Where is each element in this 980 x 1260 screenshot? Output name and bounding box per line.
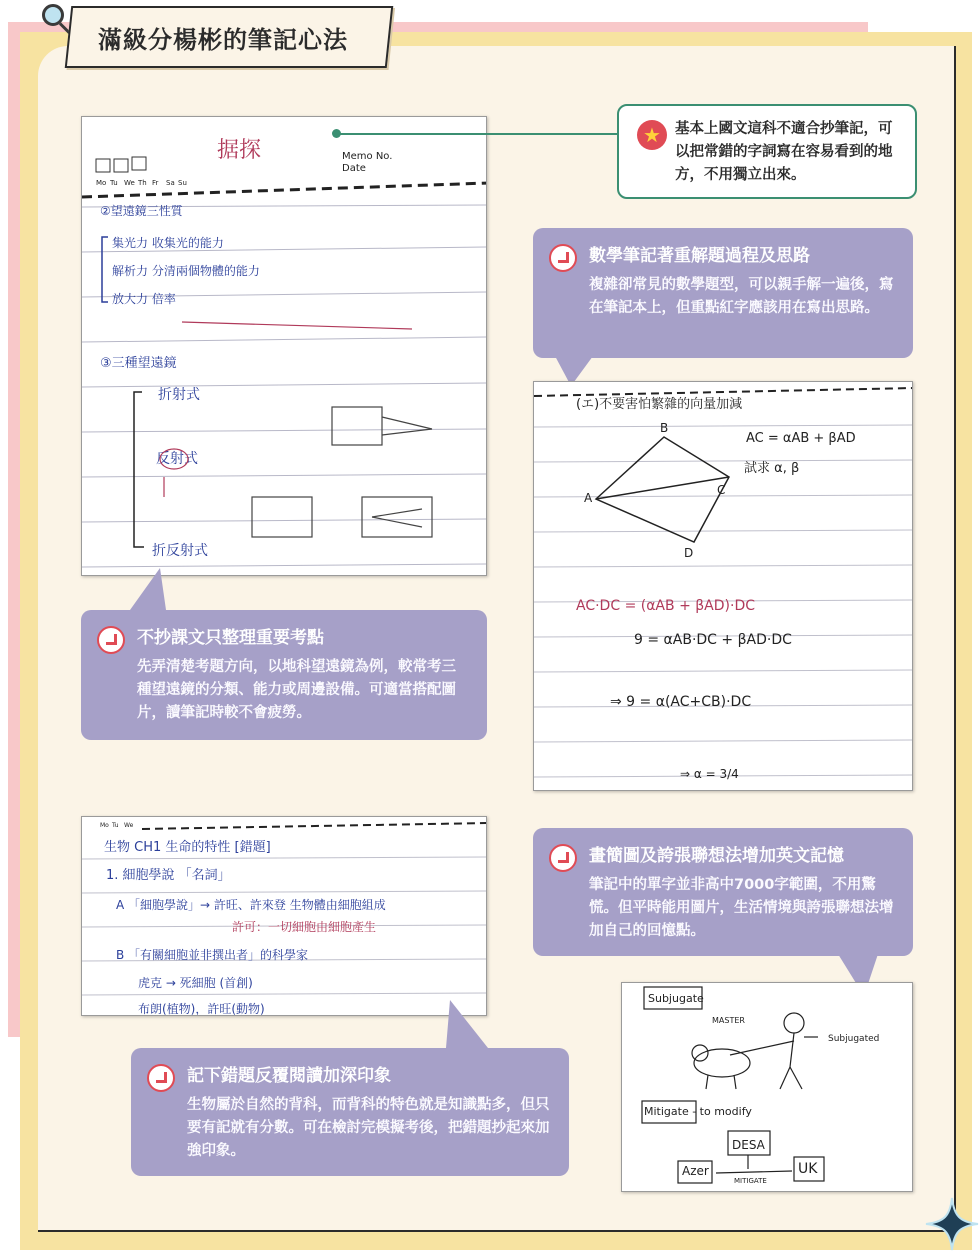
callout-earth-science	[81, 610, 487, 740]
svg-text:B: B	[660, 421, 669, 435]
star-icon: ★	[637, 120, 667, 150]
note-line: Mitigate - to modify	[644, 1105, 752, 1118]
svg-text:A: A	[584, 491, 593, 505]
note-line: B 「有關細胞並非撰出者」的科學家	[116, 948, 309, 962]
day-label: Mo	[96, 179, 107, 187]
note-line: 9 = αAB·DC + βAD·DC	[634, 632, 792, 648]
note-line: ⇒ α = 3/4	[680, 767, 739, 781]
sparkle-icon	[924, 1196, 980, 1252]
svg-text:C: C	[717, 483, 726, 497]
note-line: MASTER	[712, 1016, 745, 1025]
day-label: Sa	[166, 179, 175, 187]
note-line: 折反射式	[152, 543, 208, 559]
english-note-drawing	[622, 983, 913, 1192]
svg-text:据探: 据探	[217, 138, 262, 163]
day-label: Tu	[112, 822, 119, 829]
callout-body: 生物屬於自然的背科，而背科的特色就是知識點多，但只要有記就有分數。可在檢討完模擬考後，把錯題抄起來加強印象。	[187, 1097, 550, 1159]
callout-title: 畫簡圖及誇張聯想法增加英文記憶	[589, 846, 844, 866]
note-line: 許可：一切細胞由細胞產生	[232, 920, 377, 934]
arrow-down-right-icon	[97, 626, 125, 654]
day-label: We	[124, 822, 134, 829]
note-line: ②望遠鏡三性質	[100, 204, 183, 218]
day-label: Su	[178, 179, 187, 187]
day-label: Fr	[152, 179, 159, 187]
callout-math	[533, 228, 913, 358]
callout-title: 不抄課文只整理重要考點	[137, 628, 324, 648]
note-line: (エ)不要害怕繁雜的向量加減	[576, 397, 743, 412]
date-label: Date	[342, 163, 366, 174]
note-line: 試求 α, β	[744, 461, 800, 476]
note-line: 生物 CH1 生命的特性 [錯題]	[104, 840, 271, 855]
note-line: A 「細胞學說」→ 許旺、許來登 生物體由細胞組成	[116, 898, 386, 912]
day-label: Mo	[100, 822, 109, 829]
note-line: 集光力 收集光的能力	[112, 236, 224, 250]
tip-text: 基本上國文這科不適合抄筆記，可以把常錯的字詞寫在容易看到的地方，不用獨立出來。	[675, 121, 893, 183]
day-label: We	[124, 179, 135, 187]
arrow-down-right-icon	[549, 844, 577, 872]
callout-title: 記下錯題反覆閱讀加深印象	[187, 1066, 391, 1086]
arrow-down-right-icon	[147, 1064, 175, 1092]
note-line: DESA	[732, 1138, 765, 1152]
callout-body: 筆記中的單字並非高中7000字範圍，不用驚慌。但平時能用圖片，生活情境與誇張聯想法增加自己的回憶點。	[589, 877, 894, 939]
callout-biology	[131, 1048, 569, 1176]
connector-line	[336, 133, 617, 135]
arrow-down-right-icon	[549, 244, 577, 272]
callout-body: 複雜卻常見的數學題型，可以親手解一遍後，寫在筆記本上，但重點紅字應該用在寫出思路。	[589, 277, 894, 316]
callout-english	[533, 828, 913, 956]
note-line: ③三種望遠鏡	[100, 356, 177, 371]
note-photo-english	[621, 982, 913, 1192]
note-photo-math	[533, 381, 913, 791]
note-line: AC = αAB + βAD	[746, 431, 856, 446]
callout-title: 數學筆記著重解題過程及思路	[589, 246, 810, 266]
note-line: Subjugated	[828, 1034, 880, 1044]
callout-tail	[446, 1000, 488, 1048]
tip-box	[617, 104, 917, 199]
note-line: 放大力 倍率	[112, 292, 176, 306]
note-line: UK	[798, 1161, 818, 1177]
note-line: 虎克 → 死細胞 (首創)	[138, 976, 253, 990]
memo-no-label: Memo No.	[342, 151, 393, 162]
note-line: Azer	[682, 1164, 709, 1178]
svg-text:D: D	[684, 546, 694, 560]
note-photo-biology	[81, 816, 487, 1016]
math-note-drawing	[534, 382, 913, 791]
note-line: AC·DC = (αAB + βAD)·DC	[576, 598, 756, 614]
note-line: 1. 細胞學說 「名詞」	[106, 868, 231, 883]
page-title: 滿級分楊彬的筆記心法	[97, 25, 348, 54]
note-line: 反射式	[156, 451, 198, 467]
note-line: 解析力 分清兩個物體的能力	[112, 264, 260, 278]
day-label: Tu	[110, 179, 118, 187]
biology-note-drawing	[82, 817, 487, 1016]
title-tag	[65, 6, 394, 68]
day-label: Th	[138, 179, 147, 187]
note-photo-earth-science	[81, 116, 487, 576]
note-line: MITIGATE	[734, 1177, 767, 1185]
callout-tail	[130, 568, 166, 610]
earth-science-note-drawing	[82, 117, 487, 576]
callout-body: 先弄清楚考題方向，以地科望遠鏡為例，較常考三種望遠鏡的分類、能力或周邊設備。可適當搭配圖片，讀筆記時較不會疲勞。	[137, 659, 456, 721]
note-line: 折射式	[158, 387, 200, 403]
note-line: 布朗(植物)，許旺(動物)	[138, 1002, 265, 1016]
note-line: ⇒ 9 = α(AC+CB)·DC	[610, 694, 752, 710]
note-line: Subjugate	[648, 992, 704, 1005]
